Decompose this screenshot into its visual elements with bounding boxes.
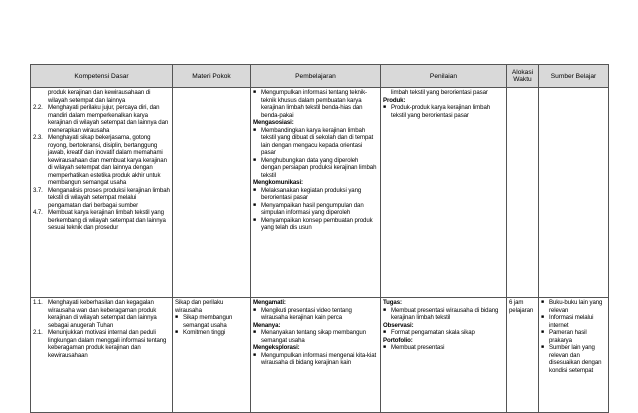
bullet-icon: ■	[253, 306, 256, 313]
penilaian-cell	[381, 88, 507, 298]
section-heading: Mengamati:	[253, 299, 286, 306]
bullet-icon: ■	[253, 126, 256, 133]
bullet-icon: ■	[253, 156, 256, 163]
section-heading: Tugas:	[383, 299, 402, 306]
list-item: ■ Melaksanakan kegiatan produksi yang berorientasi pasar	[253, 186, 362, 201]
kd-item: 3.7. Menganalisis proses produksi kerajinan limbah tekstil di wilayah setempat melalui pengamatan dari berbagai sumber	[33, 186, 170, 209]
list-item: ■ Menanyakan tentang sikap membangun semangat usaha	[253, 329, 367, 344]
bullet-icon: ■	[253, 89, 256, 95]
list-item: ■ Sumber lain yang relevan dan disesuaikan dengan kondisi setempat	[541, 344, 602, 374]
list-item: ■ Format pengamatan skala sikap	[383, 329, 475, 336]
list-item: ■ Menyampaikan hasil pengumpulan dan simpulan informasi yang diperoleh	[253, 201, 364, 216]
bullet-icon: ■	[541, 329, 544, 335]
penilaian-cell	[381, 298, 507, 413]
bullet-icon: ■	[383, 306, 386, 313]
table-row	[31, 88, 609, 298]
kd-item: 4.7. Membuat karya kerajinan limbah tekstil yang berkembang di wilayah setempat dan lainnya sesuai teknik dan prosedur	[33, 209, 166, 231]
kd-item: 2.3. Menghayati sikap bekerjasama, gotong royong, bertoleransi, disiplin, bertanggung jawab, kreatif dan inovatif dalam memahami kewirausahaan dan membuat karya kerajinan di wilayah setempat dan lainnya dengan memperhatikan estetika produk akhir untuk membangun semangat usaha	[33, 134, 167, 186]
list-item: ■ Membuat presentasi wirausaha di bidang kerajinan limbah tekstil	[383, 306, 499, 321]
bullet-icon: ■	[253, 329, 256, 335]
list-item: ■ Membandingkan karya kerajinan limbah tekstil yang dibuat di sekolah dan di tempat lain dengan mengacu kepada orientasi pasar	[253, 126, 374, 156]
section-heading: Menanya:	[253, 321, 281, 329]
pembelajaran-cell	[251, 298, 381, 413]
kd-item: 2.1. Menunjukkan motivasi internal dan peduli lingkungan dalam menggali informasi tentang keberagaman produk kerajinan dan kewirausahaan	[33, 329, 167, 359]
section-heading: Mengasosiasi:	[253, 119, 294, 126]
header-sumber-belajar: Sumber Belajar	[539, 65, 609, 88]
materi-cell	[173, 298, 251, 413]
penilaian-text: limbah tekstil yang berorientasi pasar	[391, 89, 488, 96]
list-item: ■ Buku-buku lain yang relevan	[541, 299, 603, 314]
header-kompetensi-dasar: Kompetensi Dasar	[31, 65, 173, 88]
pembelajaran-cell	[251, 88, 381, 298]
bullet-icon: ■	[383, 344, 386, 350]
list-item: ■ Mengumpulkan informasi mengenai kita-kiat wirausaha di bidang kerajinan kain	[253, 351, 377, 366]
bullet-icon: ■	[253, 351, 256, 358]
bullet-icon: ■	[383, 329, 386, 335]
list-item: ■ Menyampaikan konsep pembuatan produk yang telah dis usun	[253, 216, 373, 231]
list-item: ■ Produk-produk karya kerajinan limbah tekstil yang berorientasi pasar	[383, 104, 491, 119]
list-item: ■ Informasi melalui internet	[541, 314, 594, 329]
bullet-icon: ■	[175, 314, 178, 320]
list-item: ■ Sikap membangun semangat usaha	[175, 314, 233, 329]
bullet-icon: ■	[253, 216, 256, 223]
table-row	[31, 298, 609, 413]
header-penilaian: Penilaian	[381, 65, 507, 88]
bullet-icon: ■	[253, 201, 256, 208]
syllabus-table	[30, 64, 609, 413]
kd-item: produk kerajinan dan kewirausahaan di wilayah setempat dan lainnya	[48, 89, 151, 104]
section-heading: Mengkomunikasi:	[253, 179, 303, 186]
kd-item: 2.2. Menghayati perilaku jujur, percaya diri, dan mandiri dalam memperkenalkan karya kerajinan di wilayah setempat dan lainnya dan menerapkan wirausaha	[33, 104, 169, 134]
list-item: ■ Mengumpulkan informasi tentang teknik-teknik khusus dalam pembuatan karya kerajinan limbah tekstil benda-hias dan benda-pakai	[253, 89, 367, 119]
header-materi-pokok: Materi Pokok	[173, 65, 251, 88]
table-header-row	[31, 65, 609, 88]
list-item: ■ Pameran hasil prakarya	[541, 329, 587, 344]
list-item: ■ Komitmen tinggi	[175, 329, 226, 336]
bullet-icon: ■	[541, 314, 544, 320]
list-item: ■ Menghubungkan data yang diperoleh dengan persiapan produksi kerajinan limbah tekstil	[253, 156, 377, 179]
kd-item: 1.1. Menghayati keberhasilan dan kegagalan wirausaha wan dan keberagaman produk kerajinan di wilayah setempat dan lainnya sebagai anugerah Tuhan	[33, 299, 157, 329]
materi-title: Sikap dan perilaku wirausaha	[175, 299, 224, 314]
alokasi-cell: 6 jam pelajaran	[507, 298, 539, 413]
sumber-cell	[539, 298, 609, 413]
kd-cell	[31, 298, 173, 413]
bullet-icon: ■	[175, 329, 178, 335]
bullet-icon: ■	[541, 299, 544, 305]
sumber-cell	[539, 88, 609, 298]
section-heading: Observasi:	[383, 321, 414, 329]
kd-cell	[31, 88, 173, 298]
section-heading: Mengeksplorasi:	[253, 344, 300, 351]
section-heading: Produk:	[383, 96, 406, 104]
section-heading: Portofolio:	[383, 336, 413, 344]
alokasi-cell	[507, 88, 539, 298]
header-pembelajaran: Pembelajaran	[251, 65, 381, 88]
bullet-icon: ■	[383, 104, 386, 110]
bullet-icon: ■	[541, 344, 544, 350]
list-item: ■ Membuat presentasi	[383, 344, 445, 351]
materi-cell	[173, 88, 251, 298]
list-item: ■ Mengikuti presentasi video tentang wirausaha kerajinan kain perca	[253, 306, 352, 321]
bullet-icon: ■	[253, 186, 256, 193]
header-alokasi-waktu: Alokasi Waktu	[507, 65, 539, 88]
